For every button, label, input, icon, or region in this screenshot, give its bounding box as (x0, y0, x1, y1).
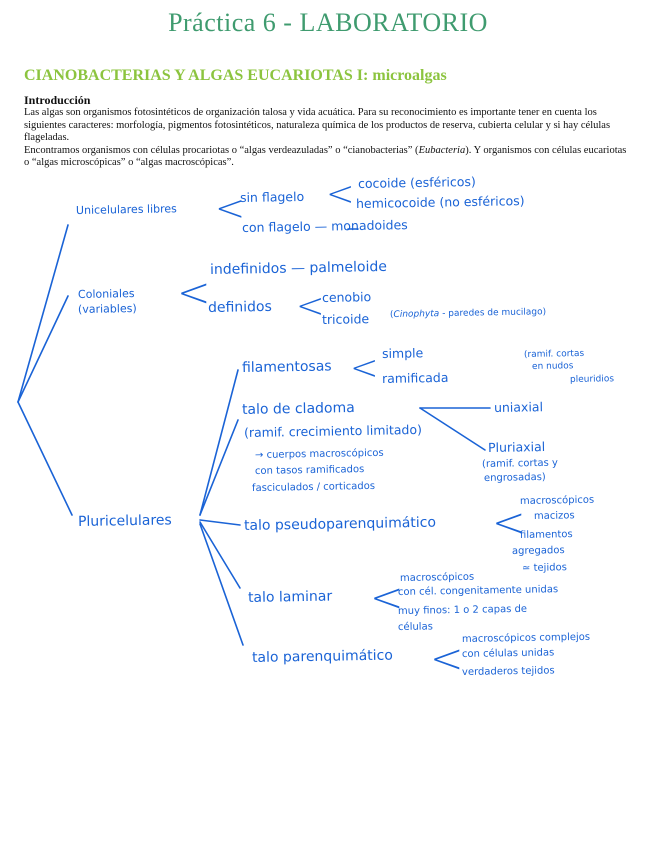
node-laminar: talo laminar (247, 588, 333, 606)
node-pluriaxial: Pluriaxial (487, 439, 546, 455)
note-tejidos: ≃ tejidos (521, 562, 567, 574)
brace-parenq: < (430, 636, 464, 682)
brace-pseudo: < (492, 500, 526, 546)
node-coloniales: Coloniales (77, 287, 135, 301)
brace-laminar: < (370, 575, 404, 621)
note-en-nudos: en nudos (531, 361, 574, 372)
node-parenquimatico: talo parenquimático (251, 647, 394, 666)
note-par-2: con células unidas (461, 647, 555, 660)
node-tricoide: tricoide (321, 311, 370, 327)
note-lam-1: macroscópicos (399, 571, 475, 584)
note-lam-4: células (397, 621, 433, 633)
node-cenobio: cenobio (321, 289, 372, 305)
note-macroscopicos: macroscópicos (519, 494, 595, 507)
node-simple: simple (381, 345, 424, 361)
branch-cladoma (200, 420, 238, 515)
node-unicelulares: Unicelulares libres (75, 202, 177, 217)
brace-definidos: < (296, 286, 325, 326)
note-tricoide-rest: - paredes de mucilago) (439, 307, 547, 320)
node-variables: (variables) (77, 301, 137, 316)
brace-sin-flagelo: < (326, 174, 355, 214)
node-definidos: definidos (207, 298, 272, 316)
node-filamentosas: filamentosas (241, 358, 332, 376)
note-pluri-2: engrosadas) (483, 471, 546, 484)
node-sin-flagelo: sin flagelo (239, 188, 305, 205)
page-title: Práctica 6 - LABORATORIO (168, 8, 488, 37)
note-pluri-1: (ramif. cortas y (481, 457, 558, 470)
note-macizos: macizos (533, 510, 575, 522)
note-ramif-cortas: (ramif. cortas (523, 348, 585, 360)
node-indefinidos: indefinidos — palmeloide (209, 258, 388, 278)
intro-paragraph-1: Las algas son organismos fotosintéticos de organización talosa y vida acuática. Para su reconocimiento es importante tener en cuenta los siguientes caracteres: morfología, pigmentos fotosintéticos, naturaleza química de los productos de reserva, cubierta celular y si hay células flageladas. (24, 107, 611, 144)
node-pseudoparenquimatico: talo pseudoparenquimático (243, 514, 437, 534)
note-pleuridios: pleuridios (569, 374, 615, 385)
brace-filamentosas: < (350, 348, 379, 388)
line-pluriaxial (420, 408, 485, 450)
note-lam-2: con cél. congenitamente unidas (397, 584, 559, 598)
note-tricoide-italic: Cinophyta (393, 309, 440, 320)
branch-filamentosas (200, 370, 238, 515)
node-con-flagelo: con flagelo — monadoides (241, 217, 408, 235)
note-filamentos: filamentos (519, 529, 573, 541)
section-title: CIANOBACTERIAS Y ALGAS EUCARIOTAS I: microalgas (24, 67, 447, 84)
intro-p2-italic: Eubacteria (418, 144, 466, 156)
note-ramif-crecimiento: (ramif. crecimiento limitado) (243, 421, 423, 440)
branch-parenq (200, 524, 243, 645)
node-ramificada: ramificada (381, 369, 449, 386)
note-par-3: verdaderos tejidos (461, 665, 555, 678)
note-tricoide-open: ( (389, 309, 394, 320)
branch-pluricelulares (18, 402, 72, 515)
intro-p2-end: ). Y organismos con células eucariotas o “algas microscópicas” o “algas macroscópicas”. (24, 144, 627, 169)
node-talo-cladoma: talo de cladoma (241, 400, 355, 418)
node-pluricelulares: Pluricelulares (77, 512, 172, 530)
note-cuerpos-1: → cuerpos macroscópicos (254, 447, 384, 461)
brace-unicelulares: < (215, 188, 246, 229)
brace-coloniales: < (177, 270, 211, 316)
intro-p2-start: Encontramos organismos con células procariotas o “algas verdeazuladas” o “cianobacterias” ( (24, 144, 419, 156)
note-agregados: agregados (511, 545, 565, 557)
node-hemicocoide: hemicocoide (no esféricos) (355, 193, 525, 211)
branch-pseudo (200, 520, 240, 525)
note-cuerpos-2: con tasos ramificados (254, 464, 365, 477)
intro-heading: Introducción (24, 93, 91, 107)
node-uniaxial: uniaxial (493, 399, 544, 415)
note-lam-3: muy finos: 1 o 2 capas de (397, 603, 528, 617)
note-par-1: macroscópicos complejos (461, 631, 591, 645)
note-cuerpos-3: fasciculados / corticados (251, 480, 376, 494)
node-cocoide: cocoide (esféricos) (357, 173, 476, 191)
